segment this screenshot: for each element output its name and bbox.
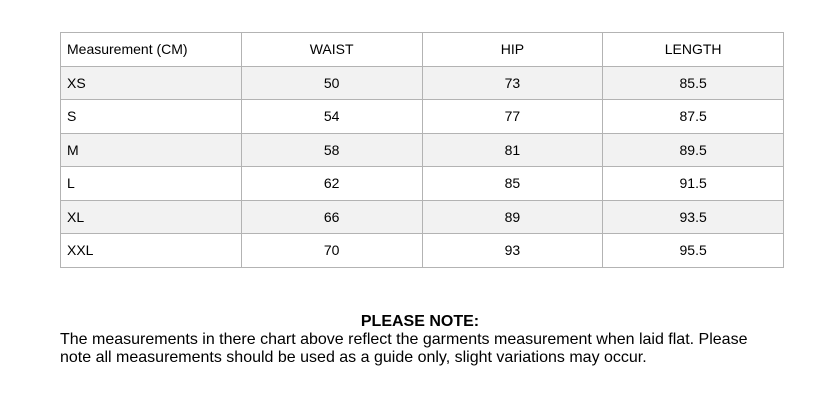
table-row	[61, 234, 784, 268]
table-row	[61, 133, 784, 167]
waist-cell: 50	[241, 66, 422, 100]
waist-cell: 66	[241, 200, 422, 234]
column-header-hip: HIP	[422, 33, 603, 67]
length-cell: 85.5	[603, 66, 784, 100]
size-cell: M	[61, 133, 242, 167]
length-cell: 91.5	[603, 167, 784, 201]
size-cell: S	[61, 100, 242, 134]
waist-cell: 54	[241, 100, 422, 134]
note-body: The measurements in there chart above reflect the garments measurement when laid flat. Please note all measurements should be used as a guide only, slight variations may occur.	[60, 331, 748, 366]
column-header-length: LENGTH	[603, 33, 784, 67]
hip-cell: 73	[422, 66, 603, 100]
length-cell: 95.5	[603, 234, 784, 268]
table-row	[61, 100, 784, 134]
column-header-waist: WAIST	[241, 33, 422, 67]
table-row	[61, 167, 784, 201]
hip-cell: 93	[422, 234, 603, 268]
note-title: PLEASE NOTE:	[360, 313, 480, 330]
size-chart-table	[60, 32, 784, 268]
table-row	[61, 66, 784, 100]
waist-cell: 62	[241, 167, 422, 201]
size-cell: L	[61, 167, 242, 201]
waist-cell: 70	[241, 234, 422, 268]
hip-cell: 77	[422, 100, 603, 134]
hip-cell: 85	[422, 167, 603, 201]
hip-cell: 89	[422, 200, 603, 234]
length-cell: 93.5	[603, 200, 784, 234]
size-cell: XS	[61, 66, 242, 100]
column-header-measurement: Measurement (CM)	[61, 33, 242, 67]
length-cell: 87.5	[603, 100, 784, 134]
size-cell: XL	[61, 200, 242, 234]
table-row	[61, 200, 784, 234]
table-header-row	[61, 33, 784, 67]
waist-cell: 58	[241, 133, 422, 167]
hip-cell: 81	[422, 133, 603, 167]
measurement-note	[60, 313, 780, 367]
length-cell: 89.5	[603, 133, 784, 167]
size-cell: XXL	[61, 234, 242, 268]
